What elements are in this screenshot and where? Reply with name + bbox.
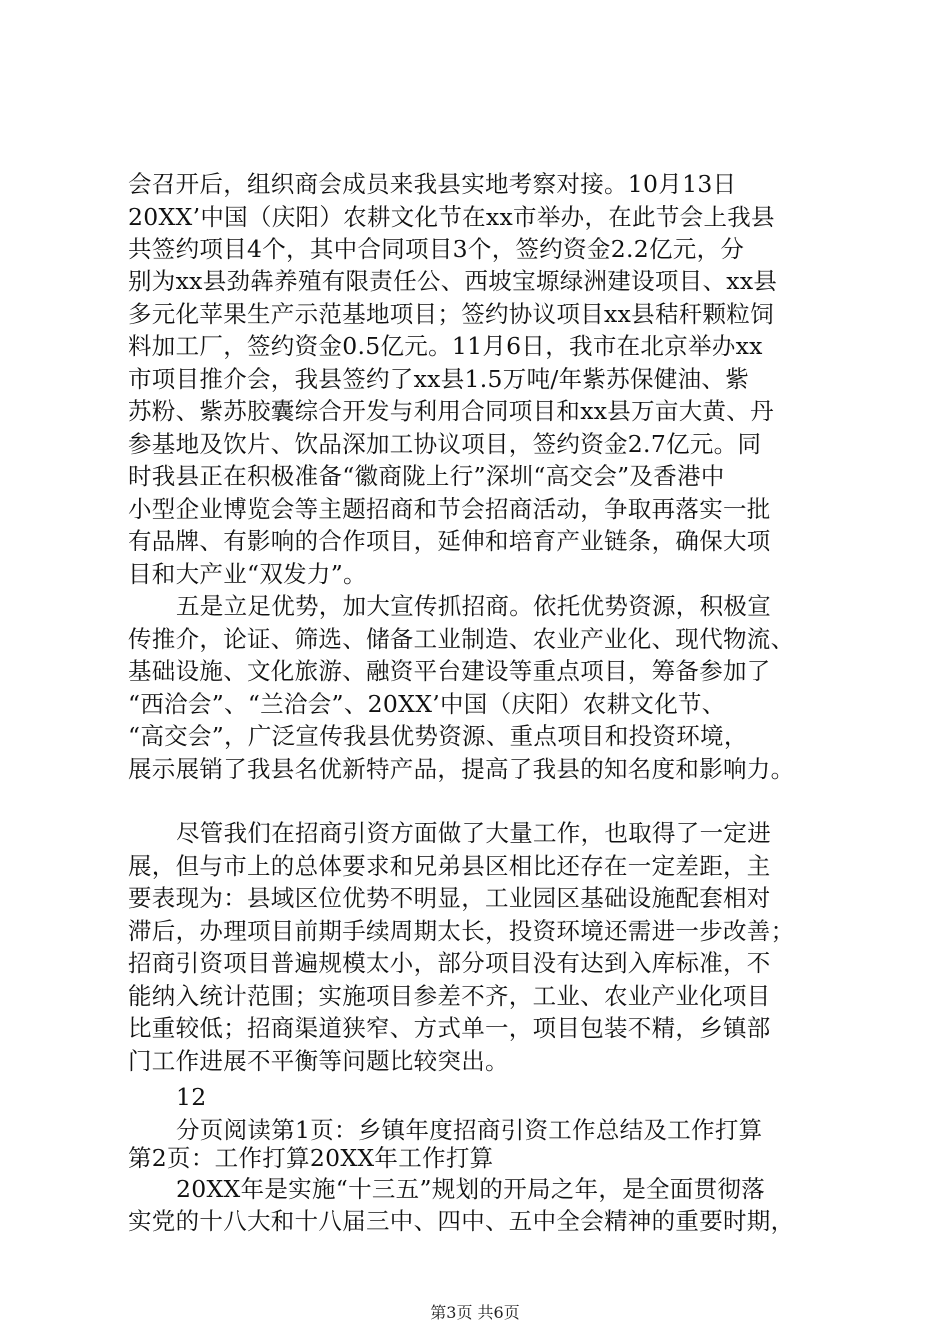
- text-line: 别为xx县劲犇养殖有限责任公、西坡宝塬绿洲建设项目、xx县: [128, 267, 778, 295]
- text-line: 展，但与市上的总体要求和兄弟县区相比还存在一定差距，主: [128, 852, 771, 880]
- text-line: 门工作进展不平衡等问题比较突出。: [128, 1047, 509, 1075]
- text-line: 基础设施、文化旅游、融资平台建设等重点项目，筹备参加了: [128, 657, 771, 685]
- text-line: 多元化苹果生产示范基地项目；签约协议项目xx县秸秆颗粒饲: [128, 300, 774, 328]
- text-line: 招商引资项目普遍规模太小，部分项目没有达到入库标准，不: [128, 949, 771, 977]
- text-line: 比重较低；招商渠道狭窄、方式单一，项目包装不精，乡镇部: [128, 1014, 771, 1042]
- text-line: 参基地及饮片、饮品深加工协议项目，签约资金2.7亿元。同: [128, 430, 762, 458]
- text-line: 20XX’中国（庆阳）农耕文化节在xx市举办，在此节会上我县: [128, 203, 775, 231]
- page-footer: 第3页 共6页: [430, 1303, 520, 1322]
- text-line: “高交会”，广泛宣传我县优势资源、重点项目和投资环境，: [128, 722, 748, 750]
- text-line: 目和大产业“双发力”。: [128, 560, 367, 588]
- text-line: 12: [176, 1083, 207, 1111]
- text-line: 会召开后，组织商会成员来我县实地考察对接。10月13日: [128, 170, 737, 198]
- text-line: 料加工厂，签约资金0.5亿元。11月6日，我市在北京举办xx: [128, 332, 763, 360]
- text-line: 能纳入统计范围；实施项目参差不齐，工业、农业产业化项目: [128, 982, 771, 1010]
- text-line: 时我县正在积极准备“徽商陇上行”深圳“高交会”及香港中: [128, 462, 725, 490]
- text-line: “西洽会”、“兰洽会”、20XX’中国（庆阳）农耕文化节、: [128, 690, 726, 718]
- text-line: 实党的十八大和十八届三中、四中、五中全会精神的重要时期，: [128, 1207, 795, 1235]
- paragraph-first-line: 尽管我们在招商引资方面做了大量工作，也取得了一定进: [176, 819, 771, 847]
- text-line: 市项目推介会，我县签约了xx县1.5万吨/年紫苏保健油、紫: [128, 365, 749, 393]
- text-line: 有品牌、有影响的合作项目，延伸和培育产业链条，确保大项: [128, 527, 771, 555]
- text-line: 要表现为：县域区位优势不明显，工业园区基础设施配套相对: [128, 884, 771, 912]
- text-line: 共签约项目4个，其中合同项目3个，签约资金2.2亿元，分: [128, 235, 745, 263]
- paragraph-first-line: 五是立足优势，加大宣传抓招商。依托优势资源，积极宣: [176, 592, 771, 620]
- text-line: 传推介，论证、筛选、储备工业制造、农业产业化、现代物流、: [128, 625, 795, 653]
- text-line: 小型企业博览会等主题招商和节会招商活动，争取再落实一批: [128, 495, 771, 523]
- text-line: 分页阅读第1页：乡镇年度招商引资工作总结及工作打算: [176, 1116, 763, 1144]
- paragraph-first-line: 20XX年是实施“十三五”规划的开局之年，是全面贯彻落: [176, 1175, 765, 1203]
- text-line: 第2页：工作打算20XX年工作打算: [128, 1144, 494, 1172]
- text-line: 苏粉、紫苏胶囊综合开发与利用合同项目和xx县万亩大黄、丹: [128, 397, 774, 425]
- text-line: 展示展销了我县名优新特产品，提高了我县的知名度和影响力。: [128, 755, 795, 783]
- text-line: 滞后，办理项目前期手续周期太长，投资环境还需进一步改善；: [128, 917, 795, 945]
